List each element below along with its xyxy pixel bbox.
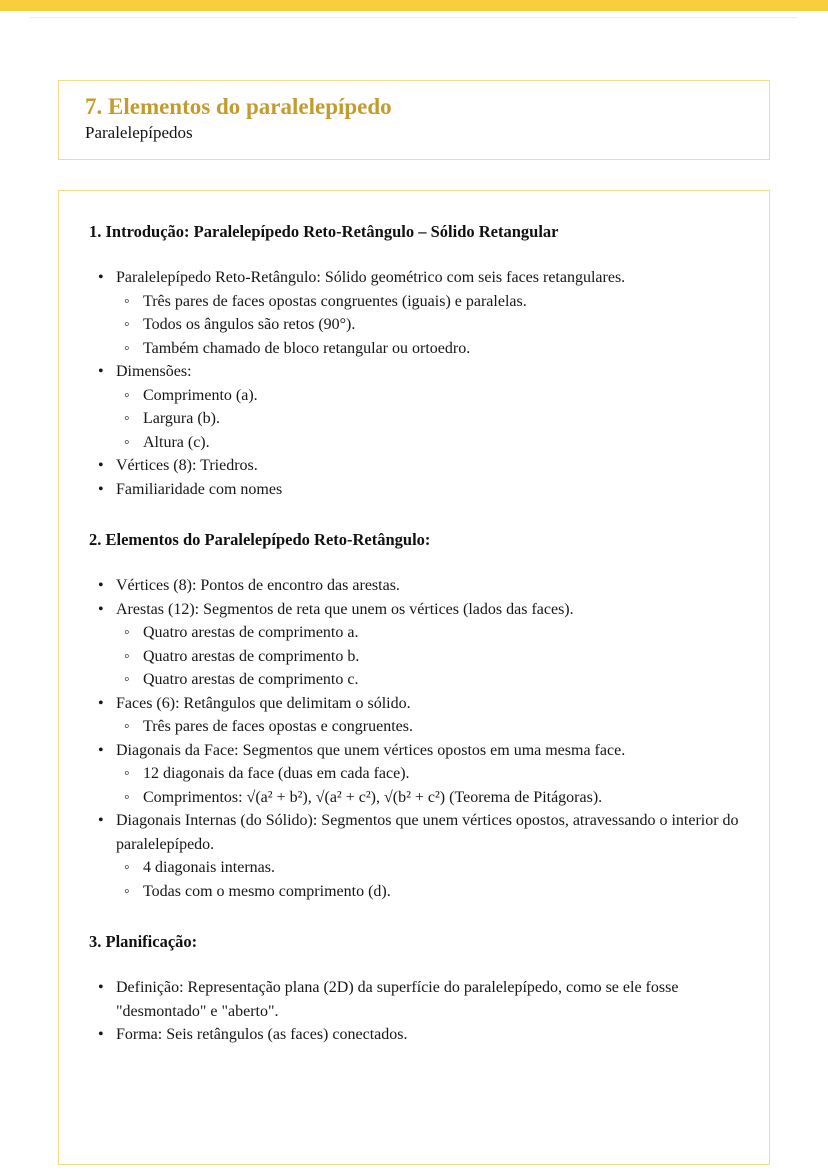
sub-list-item: ◦ Comprimentos: √(a² + b²), √(a² + c²), √(b² + c²) (Teorema de Pitágoras). [89,786,739,810]
section-heading: 1. Introdução: Paralelepípedo Reto-Retângulo – Sólido Retangular [89,222,559,241]
list-item: • Paralelepípedo Reto-Retângulo: Sólido geométrico com seis faces retangulares. [89,266,739,290]
bullet-list [89,976,739,1047]
list-item: • Definição: Representação plana (2D) da superfície do paralelepípedo, como se ele fosse "desmontado" e "aberto". [89,976,739,1023]
sub-list-item: ◦ Também chamado de bloco retangular ou ortoedro. [89,337,739,361]
top-accent-bar [0,0,828,11]
list-item: • Familiaridade com nomes [89,478,739,502]
page-title: 7. Elementos do paralelepípedo [85,94,392,119]
header-box [58,80,770,160]
top-divider [30,17,798,18]
sub-list-item: ◦ 4 diagonais internas. [89,856,739,880]
sub-list-item: ◦ Quatro arestas de comprimento a. [89,621,739,645]
list-item: • Vértices (8): Triedros. [89,454,739,478]
sub-list-item: ◦ Três pares de faces opostas e congruentes. [89,715,739,739]
page-subtitle: Paralelepípedos [85,123,193,142]
list-item: • Diagonais Internas (do Sólido): Segmentos que unem vértices opostos, atravessando o interior do paralelepípedo. [89,809,739,856]
sub-list-item: ◦ Todos os ângulos são retos (90°). [89,313,739,337]
sub-list-item: ◦ Quatro arestas de comprimento c. [89,668,739,692]
sub-list-item: ◦ Comprimento (a). [89,384,739,408]
document-page [0,80,828,1165]
sub-list-item: ◦ Quatro arestas de comprimento b. [89,645,739,669]
bullet-list [89,574,739,903]
list-item: • Dimensões: [89,360,739,384]
list-item: • Arestas (12): Segmentos de reta que unem os vértices (lados das faces). [89,598,739,622]
sections [89,221,739,1047]
list-item: • Faces (6): Retângulos que delimitam o sólido. [89,692,739,716]
sub-list-item: ◦ Três pares de faces opostas congruentes (iguais) e paralelas. [89,290,739,314]
list-item: • Vértices (8): Pontos de encontro das arestas. [89,574,739,598]
section-heading: 3. Planificação: [89,932,198,951]
sub-list-item: ◦ Largura (b). [89,407,739,431]
list-item: • Forma: Seis retângulos (as faces) conectados. [89,1023,739,1047]
sub-list-item: ◦ 12 diagonais da face (duas em cada face). [89,762,739,786]
list-item: • Diagonais da Face: Segmentos que unem vértices opostos em uma mesma face. [89,739,739,763]
bullet-list [89,266,739,501]
sub-list-item: ◦ Todas com o mesmo comprimento (d). [89,880,739,904]
section-heading: 2. Elementos do Paralelepípedo Reto-Retângulo: [89,530,431,549]
content-box [58,190,770,1165]
sub-list-item: ◦ Altura (c). [89,431,739,455]
